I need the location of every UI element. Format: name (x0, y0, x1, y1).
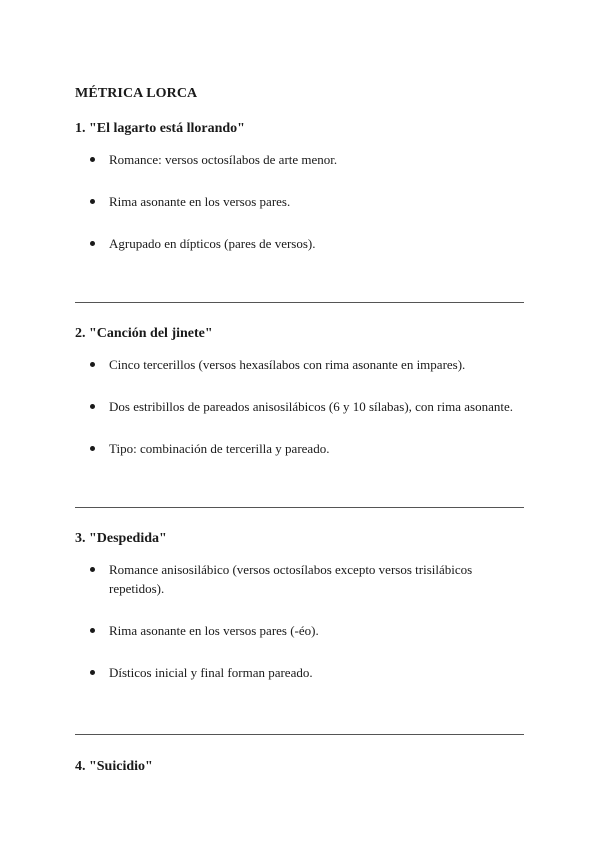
list-item-text: Cinco tercerillos (versos hexasílabos con rima asonante en impares). (109, 357, 466, 372)
list-item (75, 663, 525, 682)
section-heading: 3. "Despedida" (75, 531, 167, 546)
list-item-text: Agrupado en dípticos (pares de versos). (109, 236, 316, 251)
list-item (75, 560, 525, 598)
section-heading: 1. "El lagarto está llorando" (75, 121, 245, 136)
section-heading: 4. "Suicidio" (75, 759, 153, 774)
bullet-icon (90, 157, 95, 162)
section-heading: 2. "Canción del jinete" (75, 326, 213, 341)
section-2 (75, 325, 525, 458)
list-item-text: Romance anisosilábico (versos octosílabos excepto versos trisilábicos repetidos). (109, 562, 473, 596)
bullet-icon (90, 670, 95, 675)
list-item (75, 192, 525, 211)
section-3 (75, 530, 525, 682)
bullet-icon (90, 628, 95, 633)
list-item-text: Dísticos inicial y final forman pareado. (109, 665, 313, 680)
bullet-icon (90, 362, 95, 367)
list-item (75, 621, 525, 640)
bullet-icon (90, 446, 95, 451)
bullet-icon (90, 404, 95, 409)
section-4 (75, 758, 525, 776)
document-title: MÉTRICA LORCA (75, 86, 198, 101)
section-divider (75, 507, 524, 508)
bullet-list (75, 560, 525, 682)
bullet-list (75, 355, 525, 458)
list-item (75, 234, 525, 253)
list-item (75, 150, 525, 169)
list-item-text: Rima asonante en los versos pares. (109, 194, 291, 209)
section-1 (75, 120, 525, 253)
list-item (75, 397, 525, 416)
list-item (75, 439, 525, 458)
list-item (75, 355, 525, 374)
bullet-icon (90, 241, 95, 246)
bullet-icon (90, 567, 95, 572)
list-item-text: Romance: versos octosílabos de arte menor. (109, 152, 338, 167)
bullet-icon (90, 199, 95, 204)
list-item-text: Dos estribillos de pareados anisosilábicos (6 y 10 sílabas), con rima asonante. (109, 399, 513, 414)
list-item-text: Rima asonante en los versos pares (-éo). (109, 623, 319, 638)
section-divider (75, 302, 524, 303)
bullet-list (75, 150, 525, 253)
list-item-text: Tipo: combinación de tercerilla y pareado. (109, 441, 330, 456)
section-divider (75, 734, 524, 735)
